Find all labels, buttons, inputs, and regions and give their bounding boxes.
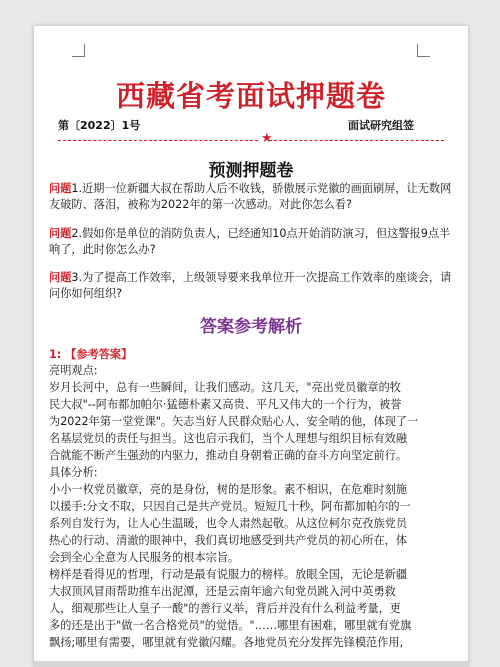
star-icon: ★ xyxy=(261,131,273,146)
section-title-questions: 预测押题卷 xyxy=(208,161,294,181)
publisher-label: 面试研究组签 xyxy=(348,119,414,132)
page-bottom-bar xyxy=(34,661,468,667)
document-page xyxy=(34,26,468,667)
document-title: 西藏省考面试押题卷 xyxy=(115,79,386,113)
answer-line: 以援手:分文不取，只因自己是共产党员。短短几十秒，阿布都加帕尔的一 xyxy=(49,500,411,513)
question-text: 2.假如你是单位的消防负责人，已经通知10点开始消防演习，但这警报9点半响了，此时你怎么办? xyxy=(49,227,451,256)
section-title-answers: 答案参考解析 xyxy=(200,317,302,337)
crop-mark-top-left xyxy=(72,44,85,57)
divider-right xyxy=(269,140,444,141)
question-text: 1.近期一位新疆大叔在帮助人后不收钱，骄傲展示党徽的画面刷屏，让无数网友破防、落泪，被称为2022年的第一次感动。对此你怎么看? xyxy=(49,182,452,211)
question-3 xyxy=(49,270,452,302)
crop-mark-top-right xyxy=(417,44,430,57)
answer-line: 岁月长河中，总有一些瞬间，让我们感动。这几天，"亮出党员徽章的牧 xyxy=(49,381,401,394)
answer-line: 系列自发行为，让人心生温暖，也令人肃然起敬。从这位柯尔克孜族党员 xyxy=(49,517,408,530)
answer-line: 小小一枚党员徽章，亮的是身份，树的是形象。素不相识，在危难时刻施 xyxy=(49,483,408,496)
answer-line: 大叔顶风冒雨帮助推车出泥潭，还是云南年逾六旬党员跳入河中英勇救 xyxy=(49,585,396,598)
answer-line: 会到全心全意为人民服务的根本宗旨。 xyxy=(49,551,240,564)
question-1 xyxy=(49,181,452,213)
answer-line: 热心的行动、清澈的眼神中，我们真切地感受到共产党员的初心所在，体 xyxy=(49,534,408,547)
red-divider xyxy=(58,131,444,146)
question-label: 问题 xyxy=(49,182,72,195)
answer-line: 亮明观点: xyxy=(49,364,98,377)
answer-line: 合就能不断产生强劲的内驱力，推动自身朝着正确的奋斗方向坚定前行。 xyxy=(49,449,408,462)
answer-line: 名基层党员的责任与担当。这也启示我们，当个人理想与组织目标有效融 xyxy=(49,432,408,445)
answer-line: 人，细观那些让人皇子一酸"的善行义举，背后并没有什么利益考量，更 xyxy=(49,602,401,615)
answer-line: 榜样是看得见的哲理，行动是最有说服力的榜样。放眼全国，无论是新疆 xyxy=(49,568,408,581)
answer-line: 飘扬;哪里有需要，哪里就有党徽闪耀。各地党员充分发挥先锋模范作用, xyxy=(49,636,404,649)
issue-number: 第〔2022〕1号 xyxy=(58,119,141,132)
question-2 xyxy=(49,226,452,258)
answer-line: 多的还是出于"做一名合格党员"的觉悟。"……哪里有困难，哪里就有党旗 xyxy=(49,619,412,632)
answer-line: 为2022年第一堂党课"。矢志当好人民群众贴心人、安全哨的他，体现了一 xyxy=(49,415,419,428)
divider-left xyxy=(58,140,258,141)
question-label: 问题 xyxy=(49,227,72,240)
answer-line: 民大叔"--阿布都加帕尔·猛德朴素又高贵、平凡又伟大的一个行为，被誉 xyxy=(49,398,402,411)
question-text: 3.为了提高工作效率，上级领导要来我单位开一次提高工作效率的座谈会，请问你如何组织? xyxy=(49,271,452,300)
answer-heading: 1: 【参考答案】 xyxy=(49,348,133,361)
answer-line: 具体分析: xyxy=(49,466,98,479)
question-label: 问题 xyxy=(49,271,72,284)
